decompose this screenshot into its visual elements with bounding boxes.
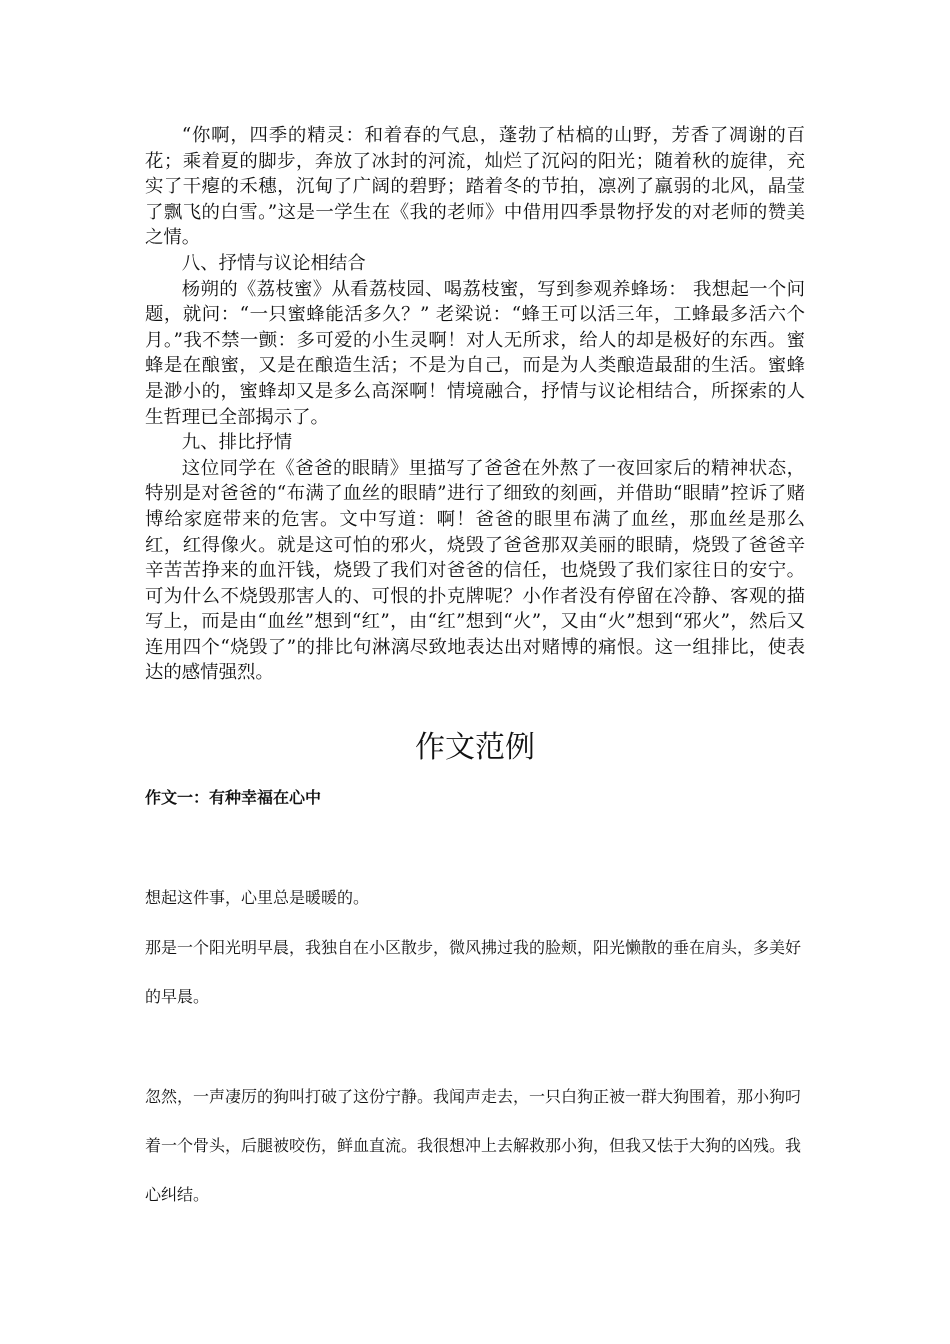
quote-paragraph: “你啊，四季的精灵：和着春的气息，蓬勃了枯槁的山野，芳香了凋谢的百花；乘着夏的脚步，奔放了冰封的河流，灿烂了沉闷的阳光；随着秋的旋律，充实了干瘪的禾穗，沉甸了广阔的碧野；踏着冬的节拍，凛冽了羸弱的北风，晶莹了飘飞的白雪。”这是一学生在《我的老师》中借用四季景物抒发的对老师的赞美之情。 — [145, 125, 805, 249]
examples-title: 作文范例 — [415, 730, 535, 765]
section-heading-eight: 八、抒情与议论相结合 — [181, 252, 366, 274]
essay-paragraph: 想起这件事，心里总是暖暖的。 — [145, 888, 370, 907]
section-eight-paragraph: 杨朔的《荔枝蜜》从看荔枝园、喝荔枝蜜，写到参观养蜂场： 我想起一个问题，就问：“一只蜜蜂能活多久？” 老梁说：“蜂王可以活三年，工蜂最多活六个月。”我不禁一颤：多可爱的小生灵啊！对人无所求，给人的却是极好的东西。蜜蜂是在酿蜜，又是在酿造生活；不是为自己，而是为人类酿造最甜的生活。蜜蜂是渺小的，蜜蜂却又是多么高深啊！情境融合，抒情与议论相结合，所探索的人生哲理已全部揭示了。 — [145, 278, 805, 428]
article-body — [145, 123, 805, 686]
section-heading-nine: 九、排比抒情 — [181, 432, 293, 454]
essay-one-title: 作文一：有种幸福在心中 — [145, 788, 322, 807]
essay-paragraph: 那是一个阳光明早晨，我独自在小区散步，微风拂过我的脸颊，阳光懒散的垂在肩头，多美好的早晨。 — [145, 938, 802, 1006]
section-nine-paragraph: 这位同学在《爸爸的眼睛》里描写了爸爸在外熬了一夜回家后的精神状态，特别是对爸爸的“布满了血丝的眼睛”进行了细致的刻画，并借助“眼睛”控诉了赌博给家庭带来的危害。文中写道：啊！爸爸的眼里布满了血丝，那血丝是那么红，红得像火。就是这可怕的邪火，烧毁了爸爸那双美丽的眼睛，烧毁了爸爸辛辛苦苦挣来的血汗钱，烧毁了我们对爸爸的信任，也烧毁了我们家往日的安宁。可为什么不烧毁那害人的、可恨的扑克牌呢？小作者没有停留在冷静、客观的描写上，而是由“血丝”想到“红”，由“红”想到“火”，又由“火”想到“邪火”，然后又连用四个“烧毁了”的排比句淋漓尽致地表达出对赌博的痛恨。这一组排比，使表达的感情强烈。 — [145, 457, 805, 684]
essay-paragraph: 忽然，一声凄厉的狗叫打破了这份宁静。我闻声走去，一只白狗正被一群大狗围着，那小狗叼着一个骨头，后腿被咬伤，鲜血直流。我很想冲上去解救那小狗，但我又怯于大狗的凶残。我心纠结。 — [145, 1087, 802, 1204]
